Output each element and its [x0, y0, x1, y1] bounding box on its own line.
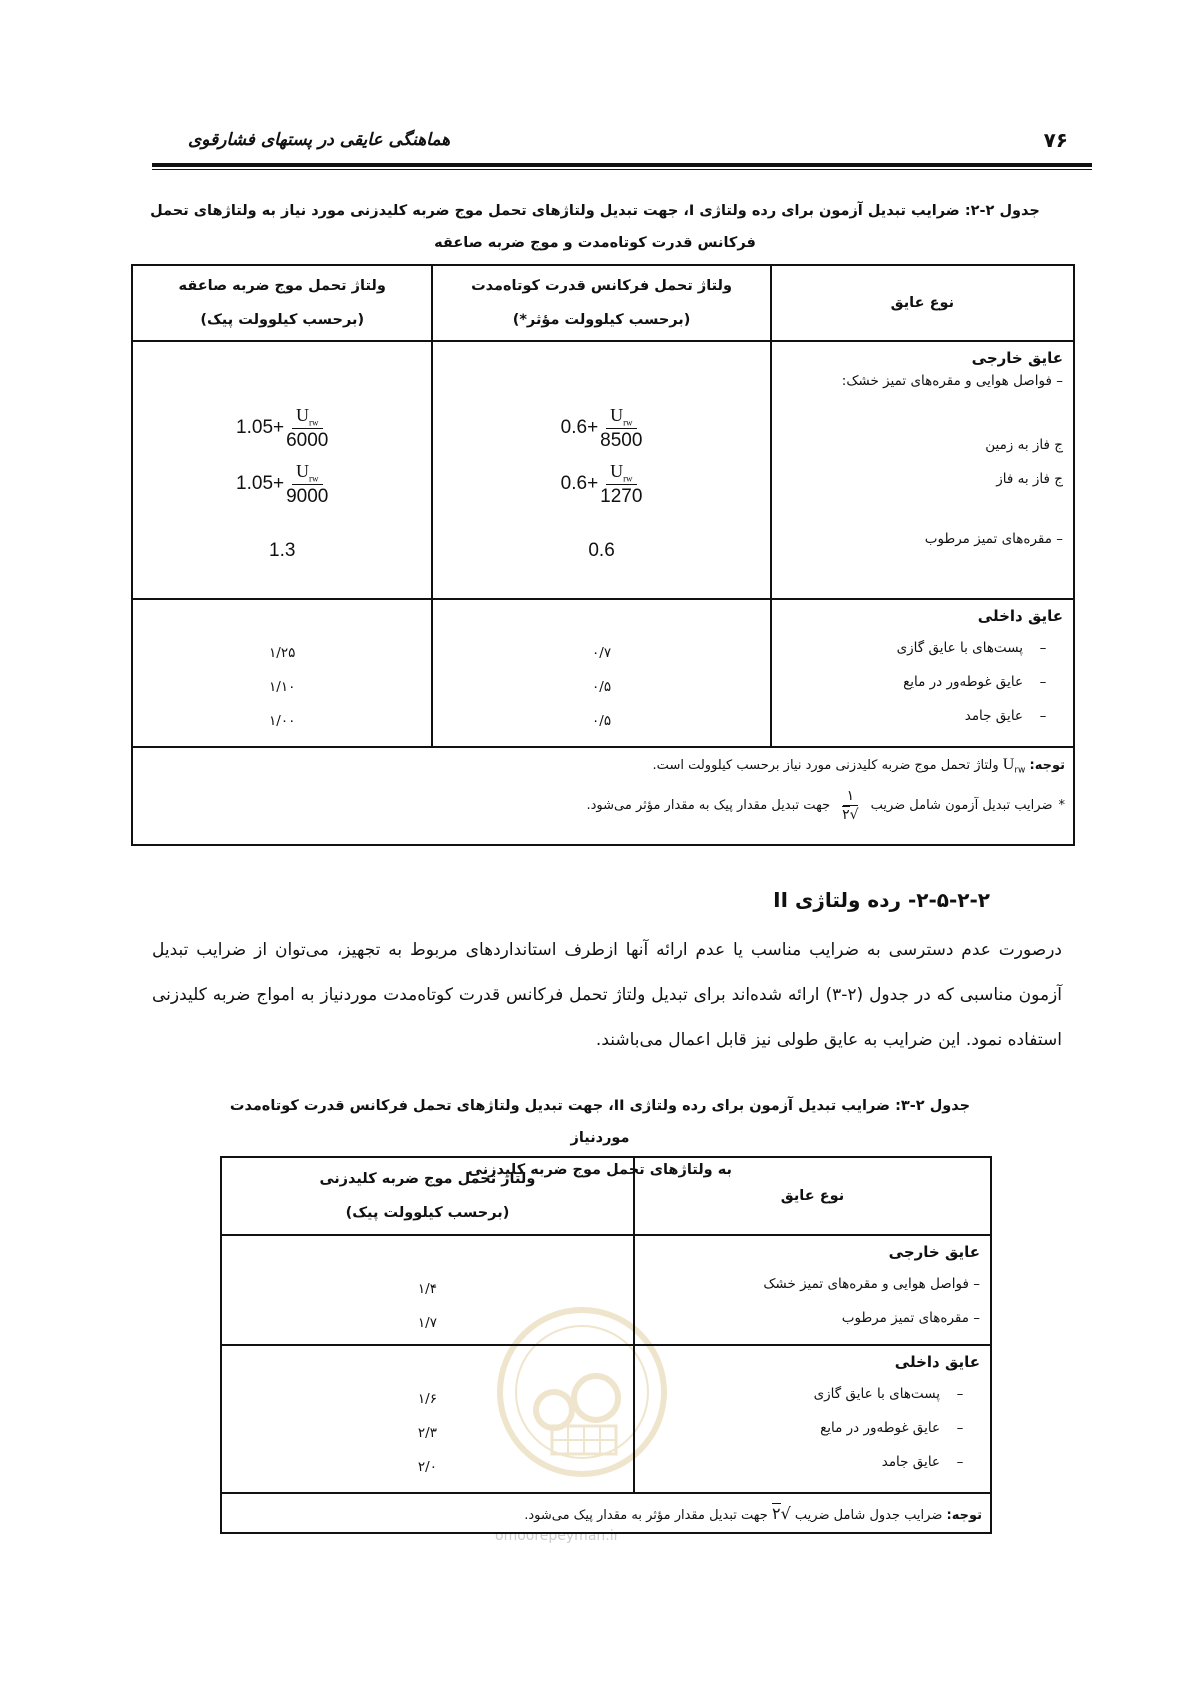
table1-internal-li-value: ۱/۲۵ — [269, 645, 296, 661]
table1-phase-earth — [772, 437, 1063, 453]
table1-internal-li-value: ۱/۱۰ — [269, 679, 296, 695]
table1-wet-label: – مقره‌های تمیز مرطوب — [924, 531, 1063, 547]
pf-formula2-num: U — [610, 460, 624, 481]
dash: – — [1039, 674, 1047, 690]
table2-caption-line2: به ولتاژهای تحمل موج ضربه کلیدزنی — [468, 1162, 732, 1178]
table2-internal-value: ۲/۳ — [417, 1425, 437, 1441]
li-formula1-fraction — [286, 406, 328, 451]
pf-wet-value: 0.6 — [588, 540, 615, 561]
pf-formula-phase-earth — [433, 400, 769, 456]
table2 — [220, 1156, 992, 1534]
table2-header-sw — [221, 1157, 634, 1235]
table1-dry-label: – فواصل هوایی و مقره‌های تمیز خشک: — [841, 373, 1063, 389]
table2-caption-line1: جدول ۲-۳: ضرایب تبدیل آزمون برای رده ولتاژی II، جهت تبدیل ولتاژهای تحمل فرکانس قدرت کوتاه‌مدت موردنیاز — [229, 1098, 971, 1146]
pf-formula1-fraction — [600, 406, 642, 451]
section-paragraph: درصورت عدم دسترسی به ضرایب مناسب یا عدم ارائه آنها ازطرف استانداردهای مربوط به تجهیز، می‌توان از ضرایب تبدیل آزمون مناسبی که در جدول (۲-۳) ارائه شده‌اند برای تبدیل ولتاژ تحمل فرکانس قدرت کوتاه‌مدت موردنیاز به امواج ضربه کلیدزنی استفاده نمود. این ضرایب به عایق طولی نیز قابل اعمال می‌باشند. — [152, 940, 1062, 1050]
li-formula1-num: U — [296, 404, 309, 425]
table2-note-sqrt — [772, 1503, 791, 1523]
li-formula2-den: 9000 — [286, 486, 329, 508]
table1-header-pf-line2: (برحسب کیلوولت مؤثر*) — [512, 312, 691, 328]
table2-note-row — [221, 1493, 991, 1533]
table1-phase-earth-label: فاز به زمین — [985, 437, 1050, 453]
note-label: توجه: — [946, 1507, 982, 1523]
table2-internal-labels — [634, 1345, 991, 1493]
table1-internal-row — [132, 599, 1074, 747]
table1-internal-label: عایق جامد — [964, 708, 1023, 724]
table2-internal-label: عایق غوطه‌ور در مایع — [820, 1420, 940, 1436]
li-formula-phase-phase — [133, 456, 431, 512]
table1-caption — [140, 195, 1050, 259]
table1-header-pf — [432, 265, 770, 341]
pf-formula2-den: 1270 — [600, 486, 643, 508]
table1-internal-item — [772, 631, 1063, 665]
dash: – — [956, 1386, 964, 1402]
table2-note — [221, 1493, 991, 1533]
table1-external-row — [132, 341, 1074, 599]
table1-header-pf-line1: ولتاژ تحمل فرکانس قدرت کوتاه‌مدت — [471, 278, 733, 294]
note1-text: ولتاژ تحمل موج ضربه کلیدزنی مورد نیاز برحسب کیلوولت است. — [652, 758, 999, 773]
table1-external-li — [132, 341, 432, 599]
table2-internal-value: ۲/۰ — [417, 1459, 437, 1475]
table1-caption-line1: جدول ۲-۲: ضرایب تبدیل آزمون برای رده ولتاژی I، جهت تبدیل ولتاژهای تحمل موج ضربه کلیدزنی مورد نیاز به ولتاژهای تحمل — [150, 203, 1040, 219]
table1-internal-item — [772, 699, 1063, 733]
note2-star: * — [1058, 798, 1065, 814]
pf-formula2-fraction — [600, 462, 642, 507]
sqrt-icon: √ — [849, 806, 859, 823]
table1-phase-phase-label: فاز به فاز — [996, 471, 1050, 487]
table1-notes-row — [132, 747, 1074, 845]
dash: – — [1039, 708, 1047, 724]
table2-header-type: نوع عایق — [634, 1157, 991, 1235]
table1-notes — [132, 747, 1074, 845]
table2-internal-values — [221, 1345, 634, 1493]
note1-u: U — [1002, 756, 1015, 773]
note2-frac-num: ۱ — [843, 790, 859, 806]
note2-frac-den-wrap — [842, 806, 858, 822]
table2-external-values — [221, 1235, 634, 1345]
table1-header-row — [132, 265, 1074, 341]
li-formula-phase-earth — [133, 400, 431, 456]
header-rule-thin — [152, 169, 1092, 170]
table1-phase-phase — [772, 471, 1063, 487]
bullet-glyph: ج — [1054, 437, 1063, 453]
pf-formula2-const: 0.6+ — [560, 473, 599, 494]
table2-internal-item — [635, 1445, 980, 1479]
li-formula2-const: 1.05+ — [236, 473, 285, 494]
table1-external-labels — [771, 341, 1074, 599]
note2-frac-den: ۲ — [842, 806, 850, 823]
table1-internal-pf-value: ۰/۵ — [592, 713, 612, 729]
note2-fraction — [842, 790, 858, 822]
table2-external-value: ۱/۷ — [417, 1315, 437, 1331]
note-label: توجه: — [1029, 758, 1065, 773]
li-wet-value: 1.3 — [269, 540, 296, 561]
table2-internal-title: عایق داخلی — [894, 1353, 980, 1371]
table1-internal-pf-value: ۰/۵ — [592, 679, 612, 695]
pf-formula1-num: U — [610, 404, 624, 425]
table1-header-li — [132, 265, 432, 341]
table2-header-row — [221, 1157, 991, 1235]
bullet-glyph: ج — [1054, 471, 1063, 487]
table2-external-value: ۱/۴ — [417, 1281, 437, 1297]
table2-internal-label: پست‌های با عایق گازی — [813, 1386, 940, 1402]
li-formula1-sub: rw — [309, 417, 319, 428]
table1-internal-title: عایق داخلی — [977, 607, 1063, 625]
table1-external-title: عایق خارجی — [971, 349, 1063, 367]
table2-external-label: – فواصل هوایی و مقره‌های تمیز خشک — [763, 1276, 980, 1292]
note1-sub: rw — [1014, 765, 1026, 776]
note2-before: ضرایب تبدیل آزمون شامل ضریب — [870, 798, 1053, 814]
table1-header-li-line1: ولتاژ تحمل موج ضربه صاعقه — [178, 278, 386, 294]
sqrt-icon: √ — [780, 1503, 791, 1523]
watermark-url: omoorepeyman.ir — [495, 1528, 620, 1544]
table2-header-sw-line2: (برحسب کیلوولت پیک) — [345, 1205, 510, 1221]
table1-internal-pf-value: ۰/۷ — [592, 645, 612, 661]
table1-internal-item — [772, 665, 1063, 699]
table2-note-before: ضرایب جدول شامل ضریب — [794, 1507, 943, 1523]
table1-internal-labels — [771, 599, 1074, 747]
dash: – — [1039, 640, 1047, 656]
li-formula1-den: 6000 — [286, 430, 329, 452]
running-title: هماهنگی عایقی در پستهای فشارقوی — [188, 130, 451, 150]
table1-note1 — [133, 756, 1065, 776]
page-number: ۷۶ — [1043, 128, 1068, 152]
table2-internal-value: ۱/۶ — [417, 1391, 437, 1407]
table2-external-label: – مقره‌های تمیز مرطوب — [841, 1310, 980, 1326]
table1 — [131, 264, 1075, 846]
dash: – — [956, 1454, 964, 1470]
note2-after: جهت تبدیل مقدار پیک به مقدار مؤثر می‌شود. — [586, 798, 831, 814]
table1-external-pf — [432, 341, 770, 599]
table1-caption-line2: فرکانس قدرت کوتاه‌مدت و موج ضربه صاعقه — [434, 235, 756, 251]
table2-internal-item — [635, 1411, 980, 1445]
section-heading: ۲-۵-۲-۲- رده ولتاژی II — [773, 888, 990, 912]
table2-internal-row — [221, 1345, 991, 1493]
table2-external-title: عایق خارجی — [888, 1243, 980, 1261]
table2-external-row — [221, 1235, 991, 1345]
table1-header-type: نوع عایق — [771, 265, 1074, 341]
table2-external-labels — [634, 1235, 991, 1345]
pf-formula1-sub: rw — [623, 417, 633, 428]
pf-formula1-const: 0.6+ — [560, 417, 599, 438]
page-header — [152, 128, 1092, 162]
pf-formula1-den: 8500 — [600, 430, 643, 452]
table1-internal-label: پست‌های با عایق گازی — [896, 640, 1023, 656]
table1-internal-pf — [432, 599, 770, 747]
table1-internal-li-value: ۱/۰۰ — [269, 713, 296, 729]
dash: – — [956, 1420, 964, 1436]
table2-internal-item — [635, 1377, 980, 1411]
table2-note-sqrt-arg: ۲ — [771, 1503, 781, 1523]
li-formula2-sub: rw — [309, 473, 319, 484]
pf-formula-phase-phase — [433, 456, 769, 512]
table2-internal-label: عایق جامد — [881, 1454, 940, 1470]
table2-header-sw-line1: ولتاژ تحمل موج ضربه کلیدزنی — [319, 1171, 536, 1187]
table1-note2 — [133, 790, 1065, 822]
li-formula2-fraction — [286, 462, 328, 507]
li-formula2-num: U — [296, 460, 309, 481]
table1-header-li-line2: (برحسب کیلوولت پیک) — [200, 312, 365, 328]
li-formula1-const: 1.05+ — [236, 417, 285, 438]
table1-internal-label: عایق غوطه‌ور در مایع — [903, 674, 1023, 690]
pf-formula2-sub: rw — [623, 473, 633, 484]
header-rule-thick — [152, 163, 1092, 167]
table1-internal-li — [132, 599, 432, 747]
table2-note-after: جهت تبدیل مقدار مؤثر به مقدار پیک می‌شود. — [524, 1507, 768, 1523]
